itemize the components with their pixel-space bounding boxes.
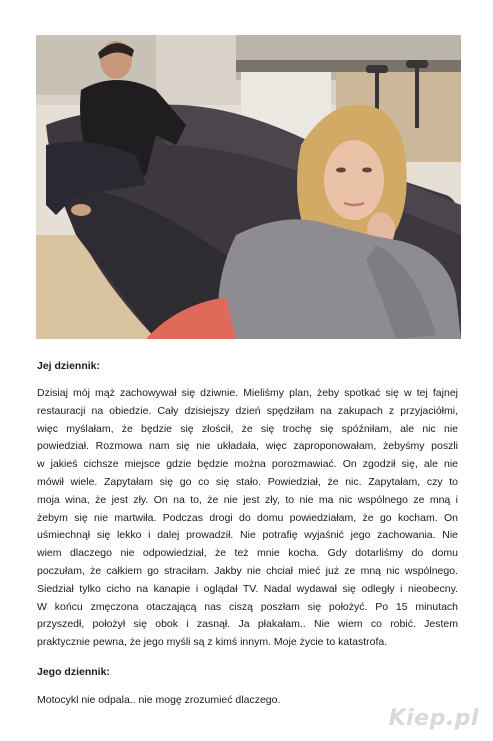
her-diary-line: uśmiechnął się lekko i dalej prowadził. Nie potrafię wyjaśnić jego zachowania. Nie: [37, 529, 458, 542]
her-diary-line: poczułam, że całkiem go straciłam. Jakby nie chciał mieć już ze mną nic wspólnego.: [37, 564, 458, 577]
her-diary-line: moja wina, że jest zły. On na to, że nie jest zły, to nie ma nic wspólnego ze mną i: [37, 493, 458, 506]
site-watermark: Kiep.pl: [388, 706, 479, 731]
couple-illustration: [36, 35, 461, 339]
her-diary-line: przyszedł, położył się obok i zasnął. Ja płakałam.. Nie wiem co robić. Jestem: [37, 618, 458, 631]
her-diary-line: Dzisiaj mój mąż zachowywał się dziwnie. Mieliśmy plan, żeby spotkać się w tej fajnej: [37, 387, 458, 399]
her-diary-line: restauracji na obiedzie. Cały dzisiejszy dzień spędziłam na zakupach z przyjaciółmi,: [37, 404, 458, 417]
her-diary-line: praktycznie pewna, że jego myśli są z kimś innym. Moje życie to katastrofa.: [37, 636, 388, 649]
her-diary-line: W końcu zmęczona otaczającą nas ciszą poszłam się położyć. Po 15 minutach: [37, 600, 458, 613]
her-diary-line: wiem dlaczego nie odpowiedział, że też mnie kocha. Gdy dotarliśmy do domu: [37, 547, 458, 560]
her-diary-line: w jakieś cichsze miejsce gdzie będzie można porozmawiać. On zgodził się, ale nie: [37, 458, 458, 471]
his-diary-text: Motocykl nie odpala.. nie mogę zrozumieć dlaczego.: [37, 694, 281, 706]
his-diary-heading: Jego dziennik:: [37, 666, 110, 678]
her-diary-line: mówił wiele. Zapytałam się go co się stało. Powiedział, że nic. Zapytałam, czy to: [37, 475, 458, 488]
her-diary-line: Siedział tylko cicho na kanapie i oglądał TV. Nadal wydawał się odległy i nieobecny.: [37, 582, 458, 595]
her-diary-heading: Jej dziennik:: [37, 360, 101, 372]
her-diary-line: więc myślałam, że będzie się złościł, że się trochę się spóźniłam, ale nic nie: [37, 422, 458, 435]
couple-photo: [36, 35, 461, 339]
her-diary-body: [37, 385, 458, 652]
her-diary-line: powiedział. Rozmowa nam się nie układała, więc zaproponowałam, żebyśmy poszli: [37, 440, 458, 453]
her-diary-line: żebym się nie martwiła. Podczas drogi do domu powiedziałam, że go kocham. On: [37, 511, 458, 524]
